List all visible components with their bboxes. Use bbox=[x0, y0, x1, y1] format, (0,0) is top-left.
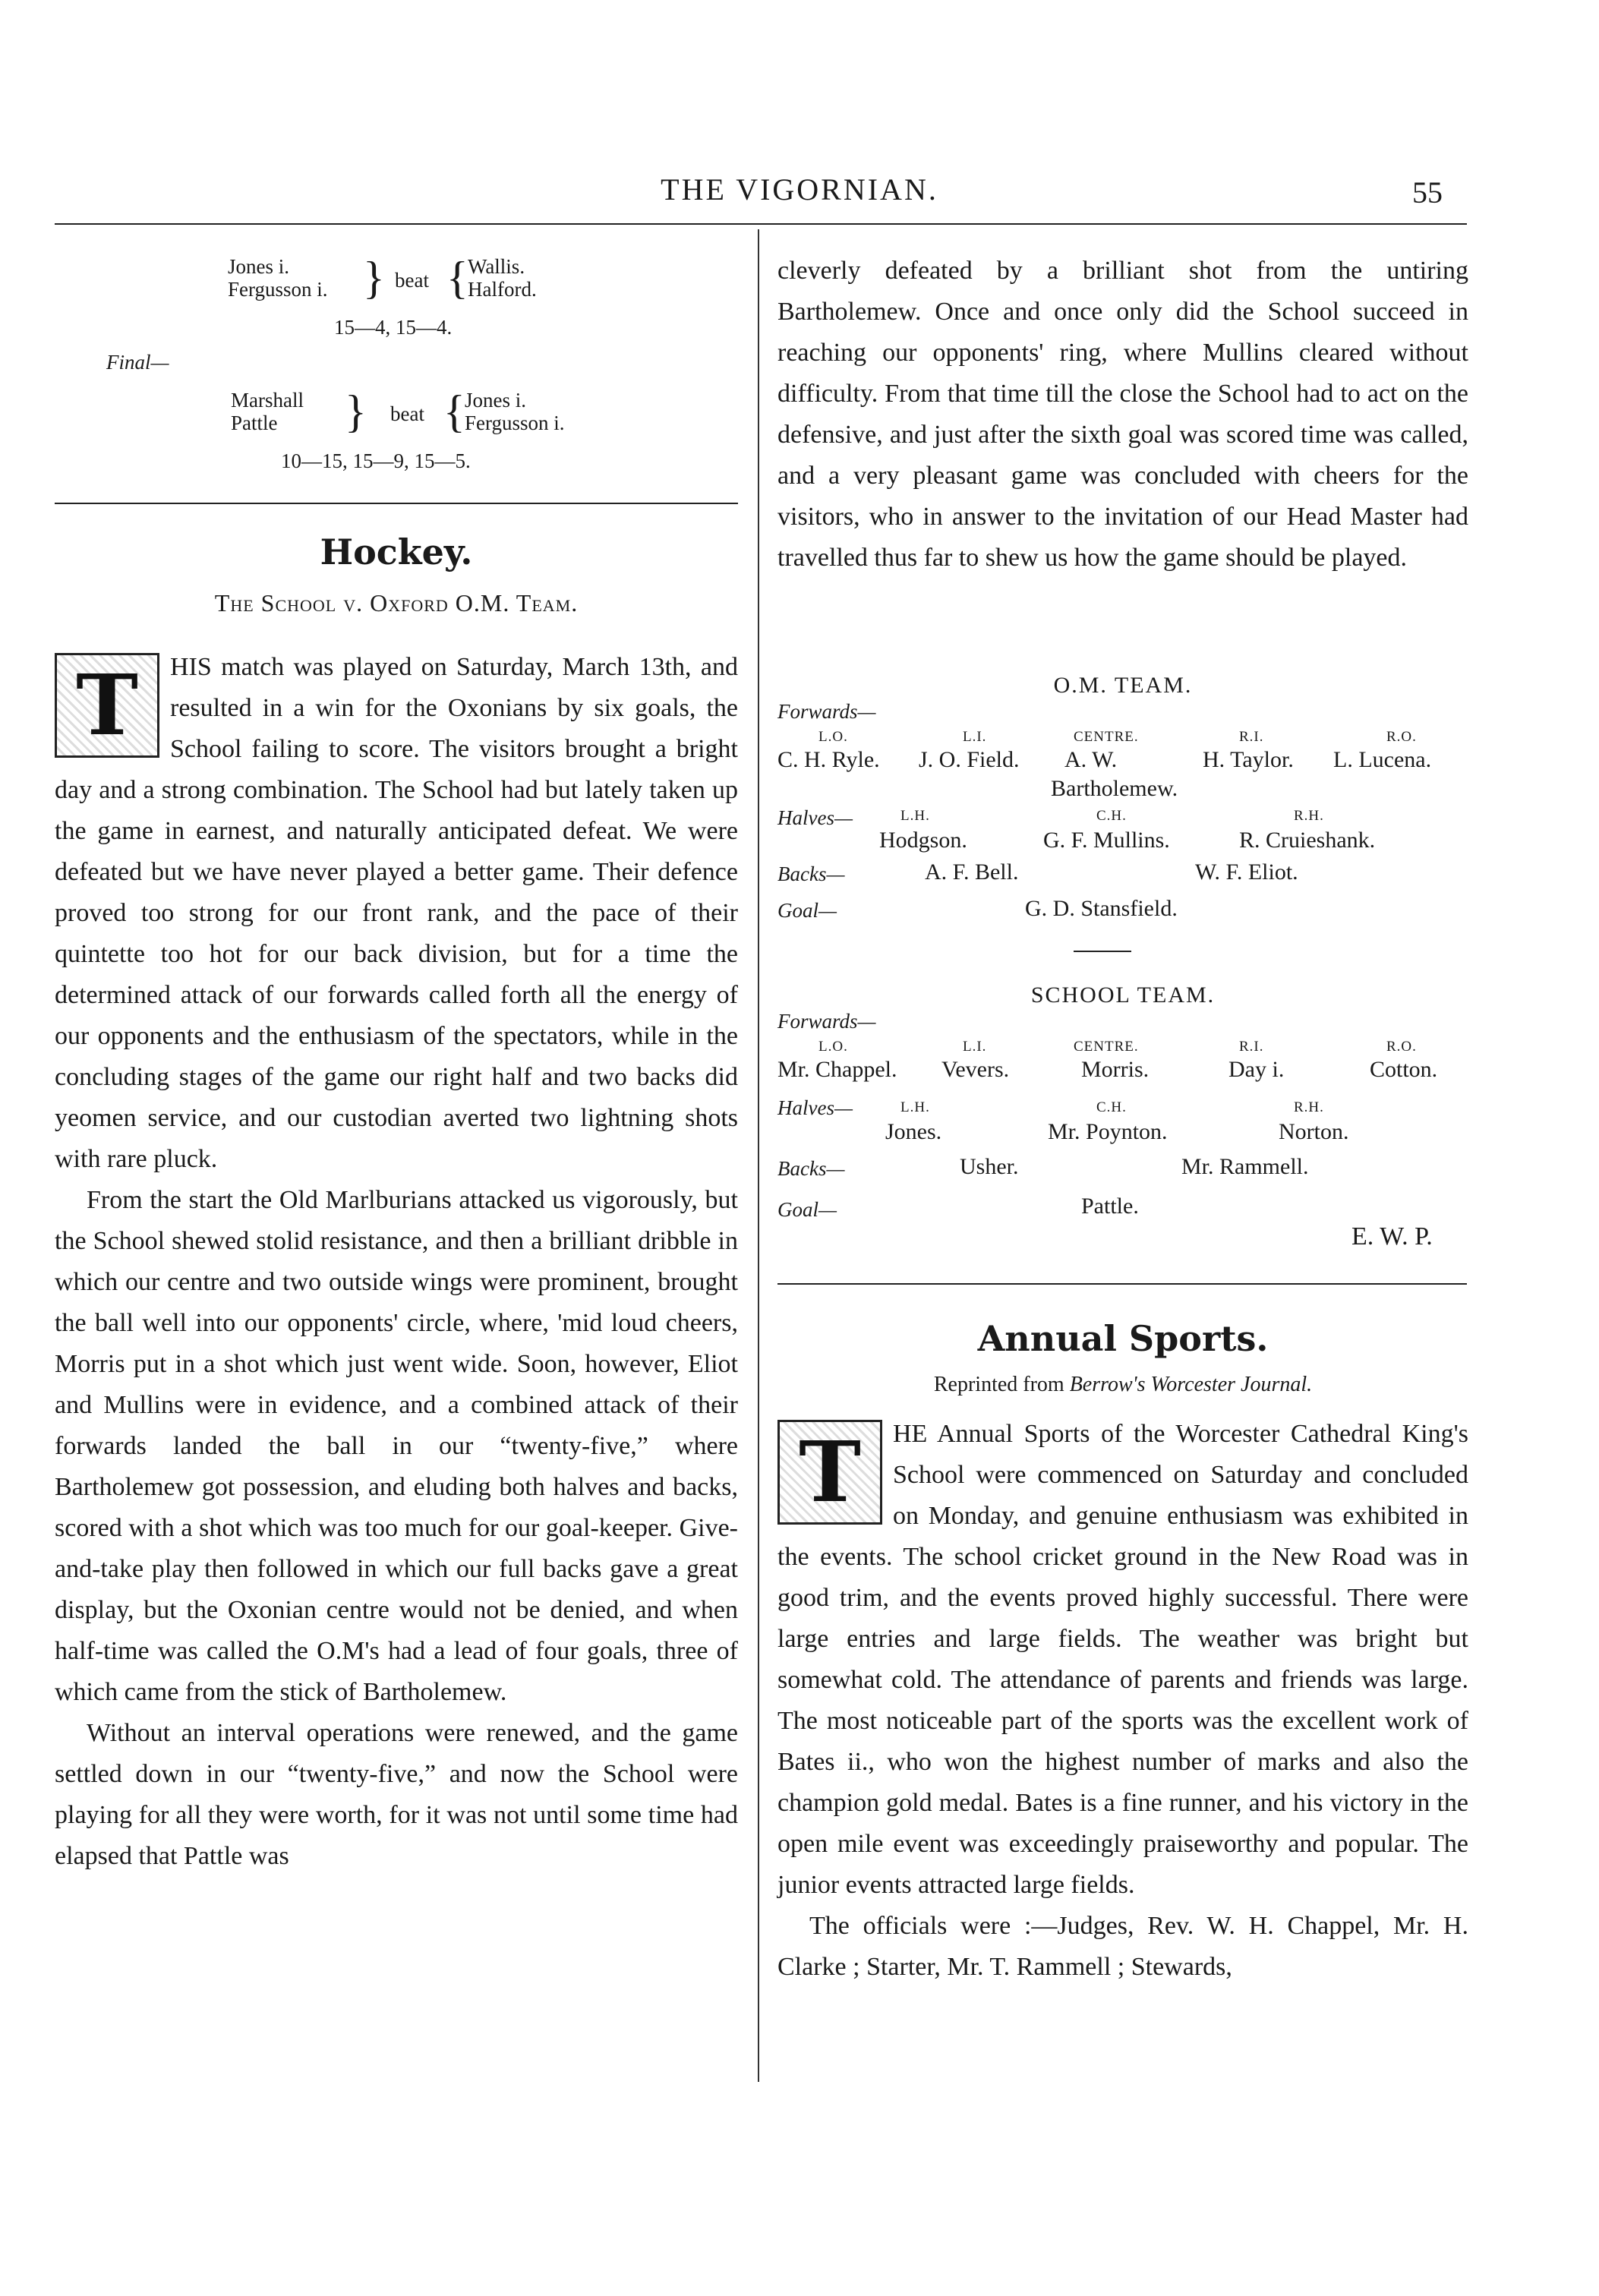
school-half-lh: Jones. bbox=[885, 1119, 942, 1144]
school-team-title: SCHOOL TEAM. bbox=[1030, 982, 1216, 1008]
reprint-source: Berrow's Worcester Journal. bbox=[1069, 1373, 1313, 1396]
school-halves-label: Halves— bbox=[777, 1096, 853, 1119]
school-backs-label: Backs— bbox=[777, 1157, 845, 1180]
om-pos-ch: C.H. bbox=[1096, 808, 1127, 824]
school-pos-rh: R.H. bbox=[1294, 1099, 1324, 1115]
om-pos-lo: L.O. bbox=[818, 729, 848, 745]
hockey-dropcap: T bbox=[55, 653, 159, 758]
section-rule bbox=[777, 1283, 1467, 1285]
om-half-ch: G. F. Mullins. bbox=[1043, 828, 1170, 853]
hockey-article-right: cleverly defeated by a brilliant shot from the untiring Bartholemew. Once and once only did the School succeed in reaching our opponents' ring, where Mullins cleared without difficulty. From that time till the close the School had to act on the defensive, and just after the sixth goal was scored time was called, and a very pleasant game was concluded with cheers for the visitors, who in answer to the invitation of our Head Master had travelled thus far to shew us how the game should be played. bbox=[777, 257, 1468, 572]
brace-icon: } bbox=[363, 253, 385, 303]
semi-left-2: Fergusson i. bbox=[228, 278, 328, 301]
brace-icon: { bbox=[446, 253, 468, 303]
hockey-heading: Hockey. bbox=[320, 531, 473, 572]
final-left-2: Pattle bbox=[231, 412, 278, 434]
school-fw-ro: Cotton. bbox=[1370, 1057, 1438, 1082]
school-half-ch: Mr. Poynton. bbox=[1048, 1119, 1168, 1144]
hockey-para1-lead: HIS match was played on Saturday, March 13th, and resulted in a win for the Oxonians by six goals, the School failing to score. bbox=[170, 653, 738, 763]
running-head: THE VIGORNIAN. bbox=[661, 172, 938, 207]
column-rule bbox=[758, 229, 759, 2082]
fives-final-result bbox=[231, 386, 656, 449]
school-pos-li: L.I. bbox=[963, 1039, 987, 1055]
sports-para1-lead: HE Annual Sports of the Worcester Cathedral King's School were commenced on Saturday and concluded on Monday, and genuine bbox=[893, 1420, 1468, 1530]
sports-reprint-line bbox=[777, 1373, 1468, 1397]
final-right-1: Jones i. bbox=[465, 389, 526, 412]
om-backs-label: Backs— bbox=[777, 863, 845, 885]
semi-score: 15—4, 15—4. bbox=[334, 316, 453, 339]
school-back-1: Usher. bbox=[960, 1154, 1019, 1179]
final-right-2: Fergusson i. bbox=[465, 412, 565, 434]
final-beat: beat bbox=[390, 402, 424, 425]
school-half-rh: Norton. bbox=[1279, 1119, 1349, 1144]
sports-dropcap: T bbox=[777, 1420, 882, 1525]
sports-para1-rest: enthusiasm was exhibited in the events. The school cricket ground in the New Road was in good trim, and the events proved highly successful. There were large entries and large fields. The weather was bright but somewhat cold. The attendance of parents and friends was large. The most noticeable part of the sports was the excellent work of Bates ii., who won the highest number of marks and also the champion gold medal. Bates is a fine runner, and his victory in the open mile event was exceedingly praiseworthy and popular. The junior events attracted large fields. bbox=[777, 1502, 1469, 1899]
school-fw-li: Vevers. bbox=[941, 1057, 1010, 1082]
hockey-article-left bbox=[55, 647, 738, 1877]
fives-semi-result bbox=[228, 255, 623, 316]
hockey-para1-rest: The visitors brought a bright day and a strong combination. The School had but lately taken up the game in earnest, and naturally anticipated defeat. We were defeated but we have never played a better game. Their defence proved too strong for our front rank, and the pace of their quintette too hot for our back division, but for a time the determined attack of our forwards called forth all the energy of our opponents and the enthusiasm of the spectators, while in the concluding stages of the game our right half and two backs did yeomen service, and our custodian averted two lightning shots with rare pluck. bbox=[55, 735, 738, 1173]
semi-beat: beat bbox=[395, 269, 429, 292]
om-fw-ri: H. Taylor. bbox=[1203, 747, 1294, 772]
school-fw-centre: Morris. bbox=[1081, 1057, 1150, 1082]
om-forwards-label: Forwards— bbox=[777, 700, 876, 723]
final-left-1: Marshall bbox=[231, 389, 304, 412]
school-pos-ch: C.H. bbox=[1096, 1099, 1127, 1115]
page-number: 55 bbox=[1412, 175, 1443, 210]
om-half-lh: Hodgson. bbox=[879, 828, 967, 853]
hockey-subheading: The School v. Oxford O.M. Team. bbox=[214, 589, 579, 617]
semi-right-1: Wallis. bbox=[468, 255, 525, 278]
om-pos-li: L.I. bbox=[963, 729, 987, 745]
school-fw-lo: Mr. Chappel. bbox=[777, 1057, 897, 1082]
om-fw-centre: A. W. bbox=[1064, 747, 1118, 772]
section-rule bbox=[55, 503, 738, 504]
school-pos-centre: CENTRE. bbox=[1074, 1039, 1139, 1055]
om-team-title: O.M. TEAM. bbox=[1053, 673, 1193, 698]
school-pos-lh: L.H. bbox=[900, 1099, 930, 1115]
header-rule bbox=[55, 223, 1467, 225]
school-goal-label: Goal— bbox=[777, 1198, 837, 1221]
brace-icon: } bbox=[345, 386, 367, 437]
om-halves-label: Halves— bbox=[777, 806, 853, 829]
semi-right-2: Halford. bbox=[468, 278, 537, 301]
om-fw-lo: C. H. Ryle. bbox=[777, 747, 880, 772]
school-goal: Pattle. bbox=[1081, 1194, 1139, 1219]
om-fw-centre-extra: Bartholemew. bbox=[1051, 776, 1178, 801]
school-forwards-label: Forwards— bbox=[777, 1010, 876, 1033]
brace-icon: { bbox=[443, 386, 465, 437]
om-half-rh: R. Cruieshank. bbox=[1239, 828, 1376, 853]
school-back-2: Mr. Rammell. bbox=[1181, 1154, 1309, 1179]
om-back-2: W. F. Eliot. bbox=[1195, 859, 1298, 885]
om-back-1: A. F. Bell. bbox=[925, 859, 1019, 885]
om-fw-ro: L. Lucena. bbox=[1333, 747, 1432, 772]
final-score: 10—15, 15—9, 15—5. bbox=[281, 449, 471, 472]
semi-left-1: Jones i. bbox=[228, 255, 289, 278]
school-pos-lo: L.O. bbox=[818, 1039, 848, 1055]
sports-heading: Annual Sports. bbox=[977, 1318, 1269, 1359]
om-pos-lh: L.H. bbox=[900, 808, 930, 824]
sports-article bbox=[777, 1414, 1468, 1988]
om-pos-centre: CENTRE. bbox=[1074, 729, 1139, 745]
hockey-para3: Without an interval operations were renewed, and the game settled down in our “twenty-five,” and now the School were playing for all they were worth, for it was not until some time had elapsed that Pattle was bbox=[55, 1719, 738, 1870]
school-fw-ri: Day i. bbox=[1228, 1057, 1285, 1082]
school-pos-ro: R.O. bbox=[1386, 1039, 1417, 1055]
om-goal: G. D. Stansfield. bbox=[1025, 896, 1178, 921]
final-label: Final— bbox=[106, 351, 169, 374]
school-pos-ri: R.I. bbox=[1239, 1039, 1264, 1055]
team-divider bbox=[1074, 951, 1131, 952]
om-goal-label: Goal— bbox=[777, 899, 837, 922]
om-pos-rh: R.H. bbox=[1294, 808, 1324, 824]
om-pos-ri: R.I. bbox=[1239, 729, 1264, 745]
hockey-para2: From the start the Old Marlburians attacked us vigorously, but the School shewed stolid resistance, and then a brilliant dribble in which our centre and two outside wings were prominent, brought the ball well into our opponents' circle, where, 'mid loud cheers, Morris put in a shot which just went wide. Soon, however, Eliot and Mullins were in evidence, and a combined attack of their forwards landed the ball in our “twenty-five,” where Bartholemew got possession, and eluding both halves and backs, scored with a shot which was too much for our goal-keeper. Give-and-take play then followed in which our full backs gave a great display, but the Oxonian centre would not be denied, and when half-time was called the O.M's had a lead of four goals, three of which came from the stick of Bartholemew. bbox=[55, 1186, 738, 1706]
sports-para2: The officials were :—Judges, Rev. W. H. Chappel, Mr. H. Clarke ; Starter, Mr. T. Rammell ; Stewards, bbox=[777, 1912, 1468, 1981]
reprint-prefix: Reprinted from bbox=[933, 1373, 1064, 1396]
om-pos-ro: R.O. bbox=[1386, 729, 1417, 745]
om-fw-li: J. O. Field. bbox=[919, 747, 1020, 772]
signature: E. W. P. bbox=[1351, 1222, 1433, 1250]
